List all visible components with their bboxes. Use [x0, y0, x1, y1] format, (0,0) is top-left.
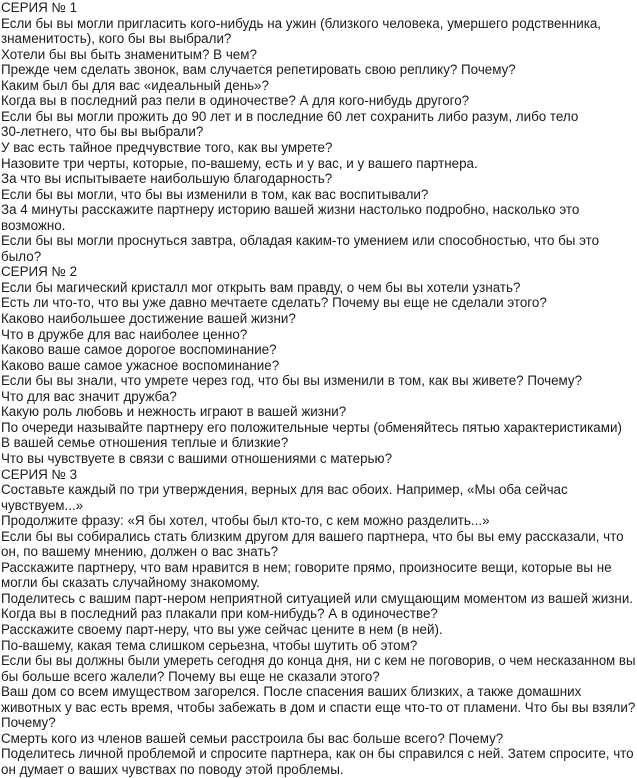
text-line: Есть ли что-то, что вы уже давно мечтаете сделать? Почему вы еще не сделали этого?: [1, 295, 547, 311]
text-line: Что для вас значит дружба?: [1, 388, 177, 404]
text-line: Смерть кого из членов вашей семьи расстроила бы вас больше всего? Почему?: [1, 730, 504, 746]
section-heading: СЕРИЯ № 3: [1, 466, 78, 482]
text-line: Каково наибольшее достижение вашей жизни?: [1, 311, 296, 326]
text-line: Поделитесь с вашим парт-нером неприятной ситуацией или смущающим моментом из вашей жизни.: [1, 590, 634, 606]
text-line: Если бы вы могли, что бы вы изменили в том, как вас воспитывали?: [1, 186, 429, 202]
text-line: Почему?: [1, 715, 56, 731]
text-line: Каково ваше самое ужасное воспоминание?: [1, 357, 280, 373]
text-line: Хотели бы вы быть знаменитым? В чем?: [1, 46, 257, 62]
text-line: Поделитесь личной проблемой и спросите партнера, как он бы справился с ней. Затем спросите, что: [1, 746, 634, 762]
text-line: животных у вас есть время, чтобы забежать в дом и спасти еще что-то от пламени. Что бы вы взяли?: [1, 699, 636, 715]
text-line: У вас есть тайное предчувствие того, как вы умрете?: [1, 139, 333, 155]
text-line: он думает о ваших чувствах по поводу этой проблемы.: [1, 761, 344, 777]
text-line: чувствуем...»: [1, 497, 84, 513]
text-line: Каково ваше самое дорогое воспоминание?: [1, 342, 277, 358]
text-line: Ваш дом со всем имуществом загорелся. После спасения ваших близких, а также домашних: [1, 684, 582, 700]
text-line: он, по вашему мнению, должен о вас знать?: [1, 544, 279, 560]
text-line: Если бы вы знали, что умрете через год, что бы вы изменили в том, как вы живете? Почему?: [1, 373, 583, 389]
text-line: Если бы вы могли пригласить кого-нибудь на ужин (близкого человека, умершего родственника,: [1, 15, 602, 31]
text-line: Расскажите своему парт-неру, что вы уже сейчас цените в нем (в ней).: [1, 622, 443, 637]
text-line: Каким был бы для вас «идеальный день»?: [1, 77, 269, 93]
text-line: Что вы чувствуете в связи с вашими отношениями с матерью?: [1, 450, 393, 466]
text-line: Если бы вы должны были умереть сегодня до конца дня, ни с кем не поговорив, о чем несказанном вы: [1, 653, 636, 669]
text-line: По очереди называйте партнеру его положительные черты (обменяйтесь пятью характеристиками): [1, 419, 622, 435]
text-line: Если бы вы собирались стать близким другом для вашего партнера, что бы вы ему рассказали, что: [1, 528, 624, 544]
section-heading: СЕРИЯ № 2: [1, 264, 78, 280]
text-line: знаменитость), кого бы вы выбрали?: [1, 31, 232, 47]
text-line: Если бы вы могли проснуться завтра, обладая каким-то умением или способностью, что бы это: [1, 233, 600, 249]
text-line: За 4 минуты расскажите партнеру историю вашей жизни настолько подробно, насколько это: [1, 202, 580, 218]
text-line: Что в дружбе для вас наиболее ценно?: [1, 326, 248, 342]
text-line: Когда вы в последний раз пели в одиночестве? А для кого-нибудь другого?: [1, 93, 470, 109]
text-line: возможно.: [1, 217, 66, 233]
text-line: Назовите три черты, которые, по-вашему, есть и у вас, и у вашего партнера.: [1, 155, 478, 171]
section-heading: СЕРИЯ № 1: [1, 0, 78, 15]
text-line: Если бы вы могли прожить до 90 лет и в последние 60 лет сохранить либо разум, либо тело: [1, 108, 579, 124]
text-line: 30-летнего, что бы вы выбрали?: [1, 124, 204, 140]
text-line: Какую роль любовь и нежность играют в вашей жизни?: [1, 404, 347, 420]
text-line: Если бы магический кристалл мог открыть вам правду, о чем бы вы хотели узнать?: [1, 279, 521, 295]
text-line: могли бы сказать случайному знакомому.: [1, 575, 260, 591]
text-line: бы больше всего жалели? Почему вы еще не сказали этого?: [1, 668, 380, 684]
text-line: В вашей семье отношения теплые и близкие?: [1, 435, 289, 451]
text-line: Расскажите партнеру, что вам нравится в нем; говорите прямо, произносите вещи, которые вы не: [1, 559, 612, 575]
text-line: Составьте каждый по три утверждения, верных для вас обоих. Например, «Мы оба сейчас: [1, 482, 568, 498]
text-line: Продолжите фразу: «Я бы хотел, чтобы был кто-то, с кем можно разделить...»: [1, 513, 490, 529]
text-line: было?: [1, 248, 42, 264]
text-line: Когда вы в последний раз плакали при ком-нибудь? А в одиночестве?: [1, 606, 438, 622]
text-line: По-вашему, какая тема слишком серьезна, чтобы шутить об этом?: [1, 637, 418, 653]
text-line: За что вы испытываете наибольшую благодарность?: [1, 171, 333, 187]
text-line: Прежде чем сделать звонок, вам случается репетировать свою реплику? Почему?: [1, 62, 516, 78]
